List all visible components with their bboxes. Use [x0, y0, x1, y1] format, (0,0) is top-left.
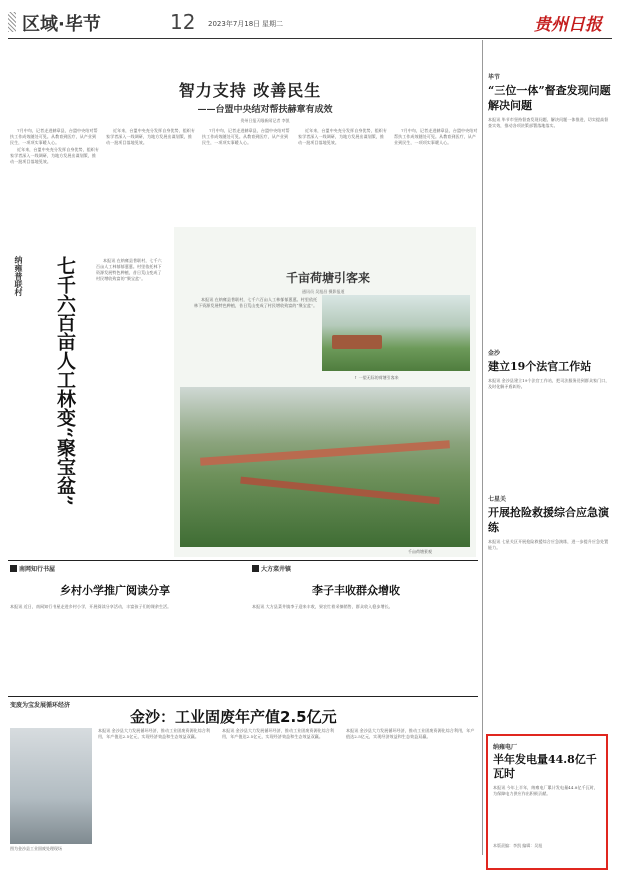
- bottom-text-2: 本报讯 金沙县大力发展循环经济，推动工业固废资源化综合利用，年产值达2.5亿元，实现经济效益和生态效益双赢。: [222, 728, 335, 739]
- photo-credit: 通讯员 吴旭昌 摄影报道: [302, 289, 345, 294]
- sidebar-title-1: “三位一体”督查发现问题解决问题: [488, 84, 611, 112]
- feature-a-title: 七千六百亩人工林变“聚宝盆”: [54, 256, 76, 506]
- boardwalk-shape-2: [240, 477, 440, 505]
- sidebar-story-2: [488, 348, 612, 488]
- bottom-text-3: 本报讯 金沙县大力发展循环经济，推动工业固废资源化综合利用，年产值达2.5亿元，实现经济效益和生态效益双赢。: [346, 728, 475, 739]
- page-number: 12: [170, 10, 196, 34]
- lead-paragraph-2c: 近年来，台盟中央充分发挥自身优势，组织专家学者深入一线调研，为地方发展出谋划策，推动一批项目落地见效。: [298, 128, 387, 145]
- lead-subtitle: ——台盟中央结对帮扶赫章有成效: [197, 105, 333, 115]
- section-a-label: 南网知行书屋: [10, 564, 180, 573]
- lotus-photo: [322, 295, 470, 371]
- photo-caption: 千亩荷塘景观: [408, 549, 432, 554]
- waste-photo: [10, 728, 92, 844]
- lead-paragraph-2: 近年来，台盟中央充分发挥自身优势，组织专家学者深入一线调研，为地方发展出谋划策，推动一批项目落地见效。: [10, 147, 99, 164]
- section-name: 区域·毕节: [22, 14, 101, 35]
- sidebar-kicker-3: 七星关: [488, 496, 507, 503]
- pavilion-shape: [332, 335, 382, 349]
- photo-intro: [194, 297, 319, 352]
- sidebar-story-3: [488, 494, 612, 689]
- sidebar-story-1: [488, 72, 612, 327]
- photo-intro-paragraph: 本报讯 在纳雍县普联村，七千六百亩人工林郁郁葱葱。村里依托林下资源发展特色种植，昔日荒山变成了村民增收致富的“聚宝盆”。: [194, 297, 318, 308]
- lead-paragraph-1c: 7月中旬，记者走进赫章县，台盟中央结对帮扶工作成效随处可见。从教育到医疗，从产业到民生，一项项实事暖人心。: [394, 128, 478, 145]
- bottom-title: 金沙：工业固废年产值2.5亿元: [130, 708, 337, 726]
- section-b-title: 李子丰收群众增收: [312, 584, 400, 597]
- sidebar-title-3: 开展抢险救援综合应急演练: [488, 506, 609, 534]
- section-a-title: 乡村小学推广阅读分享: [60, 584, 170, 597]
- issue-date: 2023年7月18日: [208, 20, 261, 28]
- highlight-text: 本报讯 今年上半年，纳雍电厂累计发电量44.8亿千瓦时，为保障电力供应作出积极贡献。: [493, 785, 598, 796]
- column-divider: [482, 40, 483, 855]
- sidebar-text-3: 本报讯 七星关区开展抢险救援综合应急演练，进一步提升应急处置能力。: [488, 539, 609, 550]
- lead-paragraph-1: 7月中旬，记者走进赫章县，台盟中央结对帮扶工作成效随处可见。从教育到医疗，从产业到民生，一项项实事暖人心。: [10, 128, 98, 145]
- lead-paragraph-1b: 7月中旬，记者走进赫章县，台盟中央结对帮扶工作成效随处可见。从教育到医疗，从产业到民生，一项项实事暖人心。: [202, 128, 290, 145]
- issue-weekday: 星期二: [262, 20, 283, 28]
- feature-a-text: [96, 258, 164, 548]
- lead-column-2: [106, 128, 196, 223]
- section-b-label: 大方菜井镇: [252, 564, 478, 573]
- bottom-kicker: 变废为宝发展循环经济: [10, 702, 71, 709]
- section-a: [10, 564, 180, 712]
- sidebar-text-1: 本报讯 毕节市坚持督查发现问题、解决问题一体推进，切实提高督查实效，推动各项决策部署落地落实。: [488, 117, 609, 128]
- section-b-text: 本报讯 大方县菜井镇李子迎来丰收，果农忙着采摘销售，群众收入稳步增长。: [252, 604, 393, 609]
- feature-a-kicker: 纳雍普联村: [14, 256, 24, 296]
- bottom-caption: 图为金沙县工业固废处理现场: [10, 846, 62, 851]
- sidebar-kicker-1: 毕节: [488, 74, 501, 81]
- bottom-text-1: 本报讯 金沙县大力发展循环经济，推动工业固废资源化综合利用，年产值达2.5亿元，实现经济效益和生态效益双赢。: [98, 728, 211, 739]
- photo-title: 千亩荷塘引客来: [286, 271, 371, 285]
- photo-note: ↑ 一望无际的荷塘引客来: [354, 375, 399, 380]
- lead-column-4: [298, 128, 388, 223]
- boardwalk-shape: [200, 440, 450, 465]
- sidebar-title-2: 建立19个法官工作站: [488, 360, 592, 373]
- masthead-rule: [8, 38, 612, 39]
- sidebar-kicker-2: 金沙: [488, 350, 501, 357]
- decor-stripes: [8, 12, 16, 32]
- lead-column-3: [202, 128, 292, 223]
- highlight-title: 半年发电量44.8亿千瓦时: [493, 753, 597, 780]
- sidebar-text-2: 本报讯 金沙县建立19个法官工作站，把司法服务送到群众家门口，及时化解矛盾纠纷。: [488, 378, 610, 389]
- lead-paragraph-2b: 近年来，台盟中央充分发挥自身优势，组织专家学者深入一线调研，为地方发展出谋划策，推动一批项目落地见效。: [106, 128, 195, 145]
- masthead: [8, 10, 612, 38]
- boardwalk-photo: [180, 387, 470, 547]
- photo-feature: [174, 227, 476, 557]
- highlight-credit: 本版责编：李凯 编辑：吴旭: [493, 843, 543, 848]
- lead-column-5: [394, 128, 478, 223]
- middle-rule: [8, 560, 478, 561]
- highlight-box: [486, 734, 608, 870]
- bottom-rule: [8, 696, 478, 697]
- paper-logo: 贵州日报: [534, 15, 602, 35]
- lead-title: 智力支持 改善民生: [178, 81, 322, 100]
- feature-a-paragraph: 本报讯 在纳雍县普联村，七千六百亩人工林郁郁葱葱。村里依托林下资源发展特色种植，昔日荒山变成了村民增收致富的“聚宝盆”。: [96, 258, 162, 281]
- section-b: [252, 564, 478, 712]
- lead-byline: 贵州日报天眼新闻记者 李凯: [240, 118, 290, 123]
- highlight-kicker: 纳雍电厂: [493, 744, 518, 751]
- section-a-text: 本报讯 近日，南网知行书屋走进乡村小学，开展阅读分享活动，丰富孩子们的课余生活。: [10, 604, 172, 609]
- lead-column-1: [10, 128, 100, 248]
